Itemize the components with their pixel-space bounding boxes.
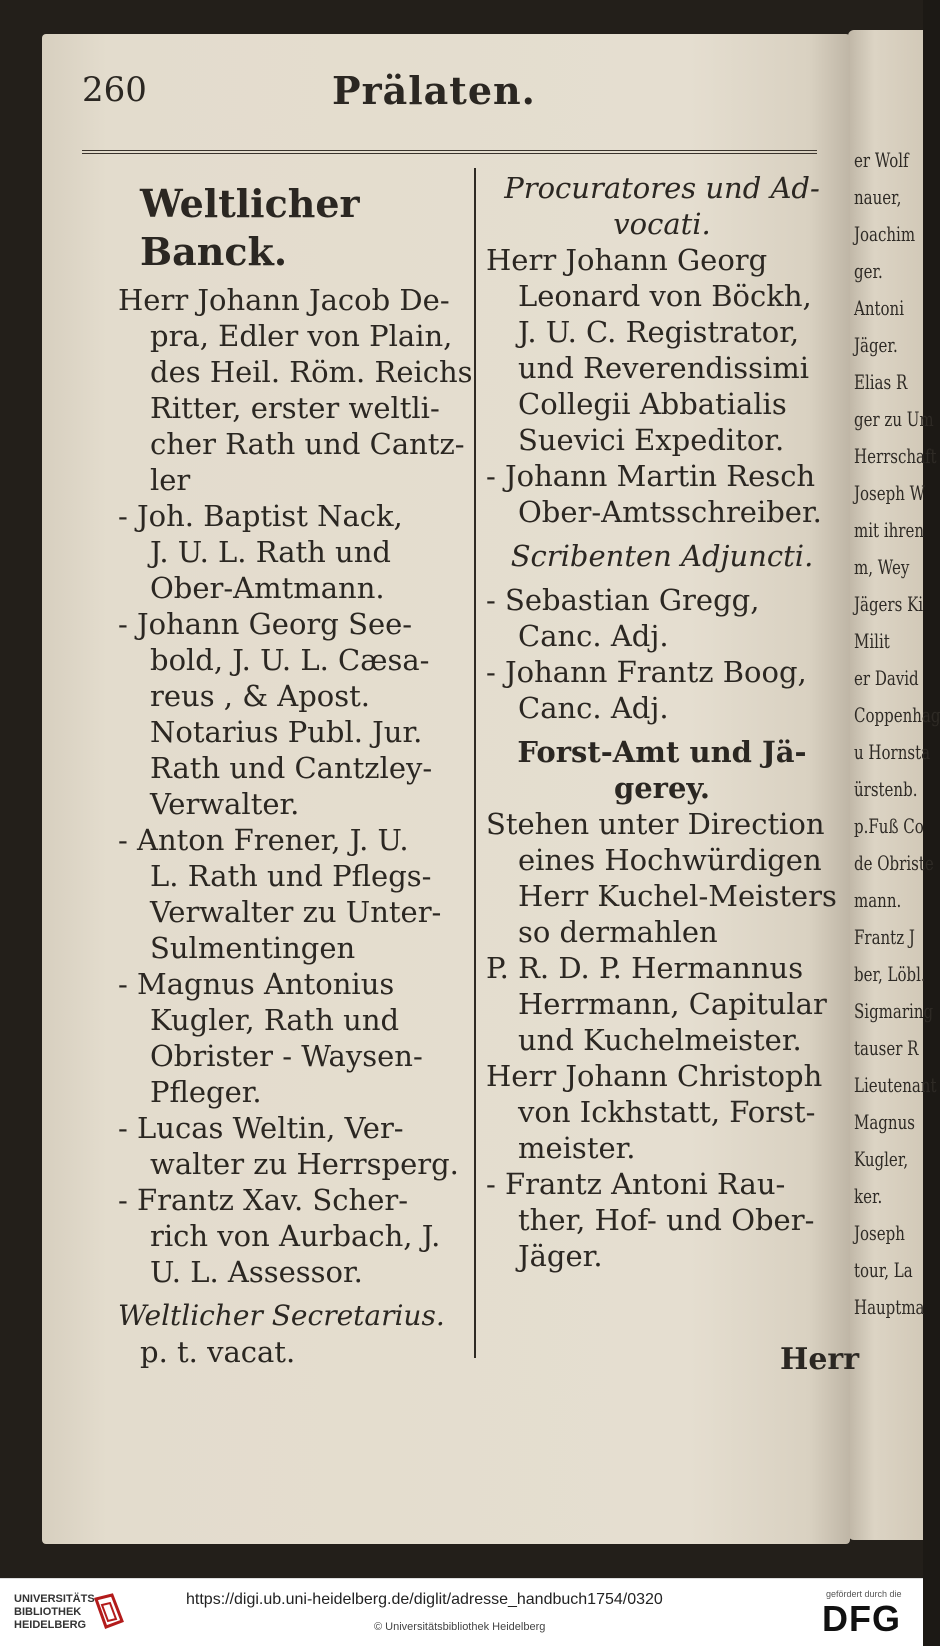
facing-page-fragment: p.Fuß Co <box>854 814 924 838</box>
facing-page-fragment: m, Wey <box>854 555 910 579</box>
facing-page-fragment: Magnus <box>854 1110 915 1134</box>
entry-line: Pfleger. <box>150 1075 262 1109</box>
entry-line: - Frantz Antoni Rau- <box>486 1167 786 1201</box>
facing-page-fragment: ürstenb. <box>854 777 918 801</box>
person-entry <box>486 1058 838 1166</box>
viewer-footer <box>0 1578 923 1646</box>
entry-line: ther, Hof- und Ober- <box>518 1203 815 1237</box>
entry-line: Notarius Publ. Jur. <box>150 715 423 749</box>
entry-line: ler <box>150 463 191 497</box>
running-title: Prälaten. <box>332 68 536 113</box>
entry-line: pra, Edler von Plain, <box>150 319 453 353</box>
entry-line: Ritter, erster weltli- <box>150 391 440 425</box>
facing-page-fragment: ger. <box>854 259 883 283</box>
entry-line: Herr Johann Georg <box>486 243 768 277</box>
person-entry <box>486 242 838 458</box>
entry-line: Verwalter zu Unter- <box>150 895 442 929</box>
facing-page-fragment: Sigmaring <box>854 999 934 1023</box>
forst-entries <box>486 950 838 1274</box>
entry-line: und Reverendissimi <box>518 351 810 385</box>
entry-line: Herr Johann Christoph <box>486 1059 823 1093</box>
entry-line: P. R. D. P. Hermannus <box>486 951 804 985</box>
entry-line: Leonard von Böckh, <box>518 279 812 313</box>
entry-line: - Johann Georg See- <box>118 607 413 641</box>
heading-line: vocati. <box>613 207 711 241</box>
forst-intro <box>486 806 838 950</box>
facing-page-fragment: Joseph W <box>854 481 926 505</box>
copyright-notice: © Universitätsbibliothek Heidelberg <box>374 1621 546 1633</box>
facing-page-fragment: er David <box>854 666 919 690</box>
catchword: Herr <box>780 1342 860 1377</box>
facing-page-fragment: tauser R <box>854 1036 919 1060</box>
entry-line: - Joh. Baptist Nack, <box>118 499 403 533</box>
heading-line: gerey. <box>613 771 711 805</box>
header-rule <box>82 150 817 154</box>
page-number: 260 <box>82 70 147 110</box>
section-heading-forst-amt <box>486 734 838 806</box>
facing-page-fragment: Kugler, <box>854 1147 909 1171</box>
entry-line: L. Rath und Pflegs- <box>150 859 432 893</box>
entry-line: walter zu Herrsperg. <box>150 1147 459 1181</box>
library-name <box>14 1593 98 1632</box>
section-heading-procuratores <box>486 170 838 242</box>
entry-line: Canc. Adj. <box>518 619 669 653</box>
person-entry <box>118 498 493 606</box>
entry-line: - Johann Frantz Boog, <box>486 655 807 689</box>
left-entries <box>118 282 493 1290</box>
library-name-line: BIBLIOTHEK <box>14 1606 82 1618</box>
right-column <box>486 170 838 1274</box>
entry-line: Canc. Adj. <box>518 691 669 725</box>
person-entry <box>118 822 493 966</box>
entry-line: von Ickhstatt, Forst- <box>518 1095 816 1129</box>
heading-line: Procuratores und Ad- <box>504 171 820 205</box>
entry-line: U. L. Assessor. <box>150 1255 363 1289</box>
facing-page-fragment: Milit <box>854 629 890 653</box>
entry-line: Collegii Abbatialis <box>518 387 787 421</box>
procuratores-entries <box>486 242 838 530</box>
facing-page-fragment: ber, Löbl. <box>854 962 926 986</box>
section-heading-scribenten: Scribenten Adjuncti. <box>510 539 814 573</box>
document-url-link[interactable]: https://digi.ub.uni-heidelberg.de/diglit/adresse_handbuch1754/0320 <box>186 1591 663 1608</box>
page-header <box>82 70 822 114</box>
person-entry <box>486 950 838 1058</box>
facing-page-fragment: Joseph <box>854 1221 905 1245</box>
intro-line: eines Hochwürdigen <box>518 843 822 877</box>
entry-line: Sulmentingen <box>150 931 356 965</box>
library-logo-icon <box>92 1591 126 1631</box>
facing-page-fragment: Elias R <box>854 370 908 394</box>
person-entry <box>486 582 838 654</box>
person-entry <box>118 282 493 498</box>
intro-line: Herr Kuchel-Meisters <box>518 879 837 913</box>
entry-line: reus , & Apost. <box>150 679 370 713</box>
scribenten-entries <box>486 582 838 726</box>
person-entry <box>118 1182 493 1290</box>
entry-line: - Anton Frener, J. U. <box>118 823 409 857</box>
facing-page-fragment: de Obriste <box>854 851 934 875</box>
entry-line: - Sebastian Gregg, <box>486 583 760 617</box>
entry-line: Kugler, Rath und <box>150 1003 400 1037</box>
entry-line: J. U. L. Rath und <box>150 535 391 569</box>
facing-page-fragment: u Hornsta <box>854 740 931 764</box>
entry-line: Herr Johann Jacob De- <box>118 283 450 317</box>
facing-page-fragment: ker. <box>854 1184 883 1208</box>
person-entry <box>486 458 838 530</box>
funding-note: gefördert durch die <box>826 1589 902 1599</box>
entry-line: Verwalter. <box>150 787 300 821</box>
entry-line: bold, J. U. L. Cæsa- <box>150 643 430 677</box>
person-entry <box>486 654 838 726</box>
facing-page-fragment: Lieutenant <box>854 1073 937 1097</box>
entry-line: des Heil. Röm. Reichs <box>150 355 473 389</box>
entry-line: cher Rath und Cantz- <box>150 427 465 461</box>
entry-line: Ober-Amtsschreiber. <box>518 495 822 529</box>
entry-line: Suevici Expeditor. <box>518 423 785 457</box>
entry-line: Rath und Cantzley- <box>150 751 433 785</box>
entry-line: meister. <box>518 1131 636 1165</box>
facing-page-fragment: Herrschaft <box>854 444 937 468</box>
section-heading-secretarius: Weltlicher Secretarius. <box>118 1299 445 1332</box>
entry-line: Obrister - Waysen- <box>150 1039 423 1073</box>
person-entry <box>118 1110 493 1182</box>
facing-page-edge <box>848 30 940 1540</box>
dfg-logo: DFG <box>822 1598 901 1639</box>
facing-page-fragment: ger zu Um <box>854 407 934 431</box>
facing-page-fragment: nauer, <box>854 185 902 209</box>
entry-line: - Frantz Xav. Scher- <box>118 1183 409 1217</box>
person-entry <box>486 1166 838 1274</box>
entry-line: J. U. C. Registrator, <box>518 315 800 349</box>
entry-line: rich von Aurbach, J. <box>150 1219 441 1253</box>
facing-page-fragment: er Wolf <box>854 148 909 172</box>
entry-line: Ober-Amtmann. <box>150 571 385 605</box>
facing-page-fragment: mann. <box>854 888 902 912</box>
entry-line: Jäger. <box>518 1239 603 1273</box>
facing-page-fragment: mit ihren <box>854 518 924 542</box>
facing-page-fragment: Antoni <box>854 296 905 320</box>
left-column <box>118 180 493 1370</box>
heading-line: Forst-Amt und Jä- <box>517 735 807 769</box>
entry-line: Herrmann, Capitular <box>518 987 827 1021</box>
facing-page-fragment: Joachim <box>854 222 916 246</box>
facing-page-fragment: Jäger. <box>854 333 898 357</box>
entry-line: - Magnus Antonius <box>118 967 395 1001</box>
intro-line: so dermahlen <box>518 915 718 949</box>
person-entry <box>118 966 493 1110</box>
intro-line: Stehen unter Direction <box>486 807 825 841</box>
library-name-line: UNIVERSITÄTS- <box>14 1593 99 1605</box>
entry-line: - Johann Martin Resch <box>486 459 816 493</box>
entry-line: und Kuchelmeister. <box>518 1023 802 1057</box>
facing-page-fragment: Hauptma <box>854 1295 925 1319</box>
section-heading-weltlicher-banck: Weltlicher Banck. <box>140 181 360 274</box>
secretarius-value: p. t. vacat. <box>140 1335 296 1369</box>
person-entry <box>118 606 493 822</box>
facing-page-fragment: Coppenhag <box>854 703 940 727</box>
entry-line: - Lucas Weltin, Ver- <box>118 1111 404 1145</box>
facing-page-fragment: Jägers Ki <box>854 592 924 616</box>
facing-page-fragment: Frantz J <box>854 925 915 949</box>
facing-page-fragment: tour, La <box>854 1258 913 1282</box>
library-name-line: HEIDELBERG <box>14 1619 87 1631</box>
